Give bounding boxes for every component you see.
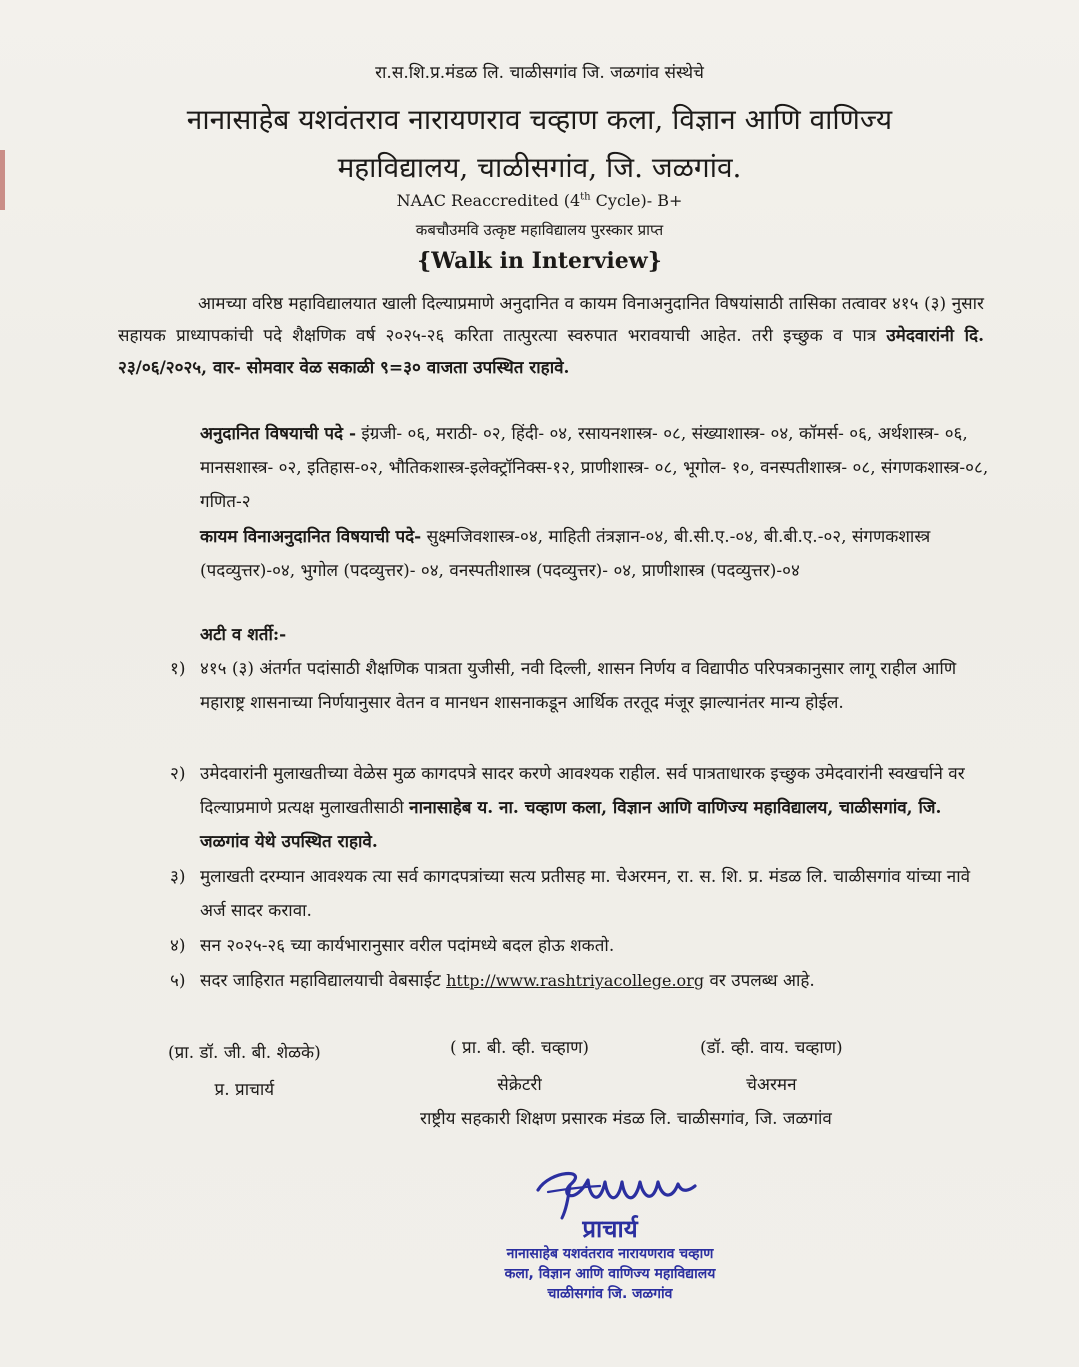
signatory-secretary (450, 1035, 589, 1095)
aided-heading: अनुदानित विषयाची पदे - (200, 424, 357, 444)
stamp-line2: कला, विज्ञान आणि वाणिज्य महाविद्यालय (504, 1266, 716, 1282)
signatory-name: (प्रा. डॉ. जी. बी. शेळके) (168, 1043, 321, 1063)
intro-paragraph (118, 288, 984, 384)
website-link[interactable]: http://www.rashtriyacollege.org (446, 971, 705, 990)
college-name-line1: नानासाहेब यशवंतराव नारायणराव चव्हाण कला, विज्ञान आणि वाणिज्य (186, 103, 893, 136)
signatory-principal (168, 1040, 321, 1100)
principal-stamp (450, 1160, 770, 1310)
condition-item (170, 757, 989, 859)
unaided-posts (200, 520, 989, 588)
condition-number: २) (170, 764, 186, 784)
stamp-line3: चाळीसगांव जि. जळगांव (547, 1286, 673, 1302)
stamp-title: प्राचार्य (582, 1215, 638, 1243)
college-name-line2: महाविद्यालय, चाळीसगांव, जि. जळगांव. (337, 151, 742, 184)
condition-text-after: वर उपलब्ध आहे. (704, 971, 815, 991)
condition-number: ४) (170, 936, 186, 956)
intro-text: आमच्या वरिष्ठ महाविद्यालयात खाली दिल्याप्रमाणे अनुदानित व कायम विनाअनुदानित विषयांसाठी तासिका तत्वावर ४१५ (३) नुसार सहायक प्राध्यापकांची पदे शैक्षणिक वर्ष २०२५-२६ करिता तात्पुरत्या स्वरुपात भरावयाची आहेत. तरी इच्छुक व पात्र (118, 294, 984, 346)
aided-posts (200, 417, 989, 519)
condition-text-bold: नानासाहेब य. ना. चव्हाण कला, विज्ञान आणि वाणिज्य महाविद्यालय, चाळीसगांव, जि. जळगांव येथे उपस्थित राहावे. (200, 798, 942, 852)
naac-sup: th (580, 191, 591, 203)
condition-text-normal: उमेदवारांनी मुलाखतीच्या वेळेस मुळ कागदपत्रे सादर करणे आवश्यक राहील. सर्व पात्रताधारक इच्छुक उमेदवारांनी स्वखर्चाने वर दिल्याप्रमाणे प्रत्यक्ष मुलाखतीसाठी (200, 764, 965, 818)
condition-text (200, 964, 989, 998)
condition-text-normal: सदर जाहिरात महाविद्यालयाची वेबसाईट (200, 971, 447, 991)
conditions-title: अटी व शर्ती:- (200, 625, 287, 645)
intro-bold: उमेदवारांनी दि. २३/०६/२०२५, वार- सोमवार वेळ सकाळी ९=३० वाजता उपस्थित राहावे. (118, 326, 984, 378)
award-line: कबचौउमवि उत्कृष्ट महाविद्यालय पुरस्कार प्राप्त (415, 221, 664, 239)
sanstha-name: रा.स.शि.प्र.मंडळ लि. चाळीसगांव जि. जळगांव संस्थेचे (375, 63, 704, 83)
naac-accreditation (0, 191, 1079, 210)
signatory-role: चेअरमन (746, 1075, 797, 1095)
signatory-name: ( प्रा. बी. व्ही. चव्हाण) (450, 1038, 590, 1058)
condition-number: ५) (170, 971, 186, 991)
notice-title: {Walk in Interview} (417, 248, 662, 274)
signature-icon (450, 1160, 770, 1220)
naac-suffix: Cycle)- B+ (590, 191, 683, 210)
condition-item (170, 652, 989, 720)
mandal-name: राष्ट्रीय सहकारी शिक्षण प्रसारक मंडळ लि. चाळीसगांव, जि. जळगांव (420, 1109, 832, 1129)
stamp-line1: नानासाहेब यशवंतराव नारायणराव चव्हाण (506, 1246, 714, 1262)
condition-text: मुलाखती दरम्यान आवश्यक त्या सर्व कागदपत्रांच्या सत्य प्रतीसह मा. चेअरमन, रा. स. शि. प्र. मंडळ लि. चाळीसगांव यांच्या नावे अर्ज सादर करावा. (200, 867, 971, 921)
signatory-role: सेक्रेटरी (497, 1075, 542, 1095)
condition-text: ४१५ (३) अंतर्गत पदांसाठी शैक्षणिक पात्रता युजीसी, नवी दिल्ली, शासन निर्णय व विद्यापीठ परिपत्रकानुसार लागू राहील आणि महाराष्ट्र शासनाच्या निर्णयानुसार वेतन व मानधन शासनाकडून आर्थिक तरतूद मंजूर झाल्यानंतर मान्य होईल. (200, 659, 957, 713)
condition-item (170, 964, 989, 998)
unaided-heading: कायम विनाअनुदानित विषयाची पदे- (200, 527, 422, 547)
naac-prefix: NAAC Reaccredited (4 (396, 191, 581, 210)
condition-item (170, 860, 989, 928)
signatory-name: (डॉ. व्ही. वाय. चव्हाण) (700, 1038, 843, 1058)
condition-text: सन २०२५-२६ च्या कार्यभारानुसार वरील पदांमध्ये बदल होऊ शकतो. (200, 936, 615, 956)
unaided-text: सुक्ष्मजिवशास्त्र-०४, माहिती तंत्रज्ञान-०४, बी.सी.ए.-०४, बी.बी.ए.-०२, संगणकशास्त्र (पदव्युत्तर)-०४, भुगोल (पदव्युत्तर)- ०४, वनस्पतीशास्त्र (पदव्युत्तर)- ०४, प्राणीशास्त्र (पदव्युत्तर)-०४ (200, 527, 931, 581)
aided-text: इंग्रजी- ०६, मराठी- ०२, हिंदी- ०४, रसायनशास्त्र- ०८, संख्याशास्त्र- ०४, कॉमर्स- ०६, अर्थशास्त्र- ०६, मानसशास्त्र- ०२, इतिहास-०२, भौतिकशास्त्र-इलेक्ट्रॉनिक्स-१२, प्राणीशास्त्र- ०८, भूगोल- १०, वनस्पतीशास्त्र- ०८, संगणकशास्त्र-०८, गणित-२ (200, 424, 989, 512)
condition-text (200, 757, 989, 859)
condition-number: १) (170, 659, 186, 679)
signatory-chairman (700, 1035, 843, 1095)
signatory-role: प्र. प्राचार्य (214, 1080, 275, 1100)
condition-number: ३) (170, 867, 186, 887)
condition-item (170, 929, 989, 963)
